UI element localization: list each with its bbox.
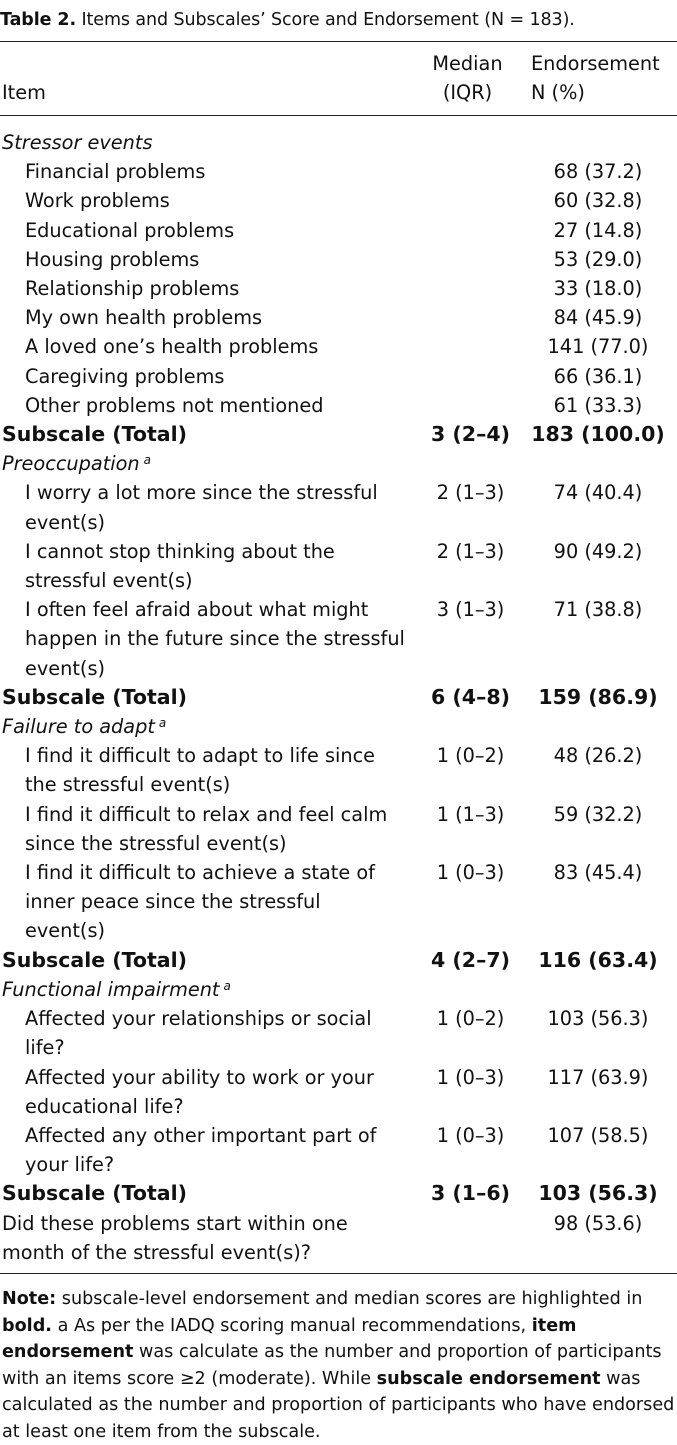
median-cell: 1 (0–2) <box>436 1007 505 1031</box>
median-cell: 2 (1–3) <box>436 481 505 505</box>
endorsement-cell: 83 (45.4) <box>553 861 643 885</box>
item-cell <box>0 1179 410 1208</box>
endorsement-cell: 117 (63.9) <box>547 1065 649 1089</box>
median-cell <box>410 157 525 186</box>
item-text: Affected any other important part of your life? <box>25 1123 377 1177</box>
median-cell <box>410 118 525 157</box>
median-cell <box>410 1209 525 1273</box>
item-text: Educational problems <box>25 218 235 242</box>
table-row <box>0 1209 677 1273</box>
endorsement-cell: 66 (36.1) <box>553 364 643 388</box>
table-row <box>0 157 677 186</box>
median-cell: 3 (2–4) <box>431 422 510 447</box>
endorsement-cell: 33 (18.0) <box>553 277 643 301</box>
table-row <box>0 303 677 332</box>
item-text: Subscale (Total) <box>2 947 188 972</box>
item-text: I find it difficult to relax and feel calm since the stressful event(s) <box>25 802 388 855</box>
endorsement-cell: 116 (63.4) <box>538 947 658 972</box>
item-text: I find it difficult to achieve a state of inner peace since the stressful event(s) <box>25 861 375 943</box>
table-row <box>0 1121 677 1179</box>
item-cell <box>0 332 410 361</box>
table-row <box>0 800 677 858</box>
item-text: Subscale (Total) <box>2 422 188 447</box>
median-cell: 1 (0–2) <box>436 744 505 768</box>
median-cell <box>410 245 525 274</box>
median-cell: 3 (1–6) <box>431 1181 510 1206</box>
header-item: Item <box>2 81 46 104</box>
item-cell <box>0 391 410 420</box>
section-row <box>0 975 677 1004</box>
table-row <box>0 362 677 391</box>
subtotal-row <box>0 683 677 712</box>
caption-label: Table 2. <box>0 10 77 30</box>
item-text: Other problems not mentioned <box>25 393 324 417</box>
endorsement-cell: 90 (49.2) <box>553 539 643 563</box>
note-text: a As per the IADQ scoring manual recommendations, <box>52 1315 532 1336</box>
table-row <box>0 274 677 303</box>
item-cell <box>0 245 410 274</box>
item-cell <box>0 303 410 332</box>
table-row <box>0 391 677 420</box>
header-median <box>410 42 525 116</box>
footnote-marker: a <box>223 978 231 993</box>
median-cell <box>410 391 525 420</box>
item-text: Subscale (Total) <box>2 1181 188 1206</box>
data-table <box>0 42 677 1273</box>
median-cell <box>410 274 525 303</box>
item-text: I cannot stop thinking about the stressful event(s) <box>25 539 335 593</box>
section-row <box>0 712 677 741</box>
note-emphasis: Note: <box>2 1288 57 1309</box>
item-cell <box>0 157 410 186</box>
item-text: Affected your relationships or social life? <box>25 1007 372 1060</box>
section-row <box>0 118 677 157</box>
item-cell <box>0 274 410 303</box>
median-cell: 3 (1–3) <box>436 598 505 622</box>
item-text: I often feel afraid about what might happen in the future since the stressful event(s) <box>25 598 405 680</box>
endorsement-cell <box>525 118 677 157</box>
item-text: Housing problems <box>25 247 200 271</box>
section-heading <box>0 118 410 157</box>
item-text: Subscale (Total) <box>2 684 188 709</box>
table-row <box>0 1004 677 1062</box>
median-cell <box>410 449 525 478</box>
endorsement-cell <box>525 712 677 741</box>
median-cell <box>410 186 525 215</box>
median-cell <box>410 303 525 332</box>
section-heading <box>0 712 410 741</box>
table-caption <box>0 0 677 41</box>
footnote-marker: a <box>158 716 167 731</box>
item-cell <box>0 537 410 595</box>
table-row <box>0 332 677 361</box>
median-cell: 6 (4–8) <box>431 684 510 709</box>
item-cell <box>0 946 410 975</box>
item-text: Affected your ability to work or your educational life? <box>25 1065 374 1118</box>
endorsement-cell: 48 (26.2) <box>553 744 643 768</box>
item-cell <box>0 858 410 946</box>
endorsement-cell: 71 (38.8) <box>553 598 643 622</box>
table-body <box>0 118 677 1273</box>
item-cell <box>0 741 410 799</box>
header-median-line2: (IQR) <box>442 81 493 104</box>
table-row <box>0 478 677 536</box>
table-row <box>0 216 677 245</box>
item-text: Failure to adapt <box>2 715 155 739</box>
item-cell <box>0 595 410 683</box>
table-header <box>0 42 677 118</box>
item-cell <box>0 186 410 215</box>
table-row <box>0 245 677 274</box>
item-text: My own health problems <box>25 306 263 330</box>
header-endorsement-line2: N (%) <box>531 81 585 104</box>
table-row <box>0 537 677 595</box>
item-text: Relationship problems <box>25 277 240 301</box>
table-note <box>0 1274 677 1445</box>
note-text: was calculated as the number and proportion of participants who have endorsed at least one item from the subscale. <box>2 1368 675 1442</box>
item-text: Work problems <box>25 189 170 213</box>
median-cell: 1 (0–3) <box>436 1065 505 1089</box>
item-cell <box>0 800 410 858</box>
endorsement-cell: 27 (14.8) <box>553 218 643 242</box>
endorsement-cell: 59 (32.2) <box>553 802 643 826</box>
header-median-line1: Median <box>432 52 503 75</box>
endorsement-cell <box>525 449 677 478</box>
subtotal-row <box>0 1179 677 1208</box>
section-row <box>0 449 677 478</box>
endorsement-cell: 53 (29.0) <box>553 247 643 271</box>
note-emphasis: item endorsement <box>2 1315 577 1363</box>
endorsement-cell: 103 (56.3) <box>538 1181 658 1206</box>
section-heading <box>0 975 410 1004</box>
footnote-marker: a <box>143 453 151 468</box>
subtotal-row <box>0 420 677 449</box>
item-text: Did these problems start within one month of the stressful event(s)? <box>2 1211 348 1264</box>
endorsement-cell: 107 (58.5) <box>547 1123 649 1147</box>
median-cell <box>410 975 525 1004</box>
item-text: A loved one’s health problems <box>25 335 319 359</box>
header-endorsement-line1: Endorsement <box>531 52 660 75</box>
item-cell <box>0 216 410 245</box>
item-text: I find it difficult to adapt to life since the stressful event(s) <box>25 744 376 797</box>
table-row <box>0 595 677 683</box>
endorsement-cell: 159 (86.9) <box>538 684 658 709</box>
item-cell <box>0 1063 410 1121</box>
item-text: Financial problems <box>25 160 206 184</box>
item-cell <box>0 362 410 391</box>
endorsement-cell: 183 (100.0) <box>531 422 665 447</box>
item-cell <box>0 683 410 712</box>
note-text: was calculate as the number and proportion of participants with an items score ≥2 (moderate). While <box>2 1342 662 1389</box>
item-cell <box>0 420 410 449</box>
table-row <box>0 186 677 215</box>
endorsement-cell: 98 (53.6) <box>553 1211 643 1235</box>
note-emphasis: subscale endorsement <box>376 1368 601 1389</box>
median-cell <box>410 216 525 245</box>
table-row <box>0 1063 677 1121</box>
median-cell: 1 (0–3) <box>436 1123 505 1147</box>
item-text: Caregiving problems <box>25 364 225 388</box>
item-text: Preoccupation <box>2 452 140 476</box>
median-cell <box>410 712 525 741</box>
endorsement-cell: 141 (77.0) <box>547 335 649 359</box>
note-emphasis: bold. <box>2 1315 52 1336</box>
header-endorsement <box>525 42 677 116</box>
endorsement-cell: 60 (32.8) <box>553 189 643 213</box>
median-cell: 1 (0–3) <box>436 861 505 885</box>
median-cell <box>410 362 525 391</box>
endorsement-cell: 103 (56.3) <box>547 1007 649 1031</box>
note-text: subscale-level endorsement and median scores are highlighted in <box>56 1288 643 1309</box>
item-text: I worry a lot more since the stressful event(s) <box>25 481 378 534</box>
median-cell: 1 (1–3) <box>436 802 505 826</box>
endorsement-cell: 74 (40.4) <box>553 481 643 505</box>
section-heading <box>0 449 410 478</box>
median-cell <box>410 332 525 361</box>
caption-text: Items and Subscales’ Score and Endorsement (N = 183). <box>81 10 575 30</box>
endorsement-cell: 84 (45.9) <box>553 306 643 330</box>
median-cell: 2 (1–3) <box>436 539 505 563</box>
median-cell: 4 (2–7) <box>431 947 510 972</box>
endorsement-cell: 68 (37.2) <box>553 160 643 184</box>
item-text: Stressor events <box>2 131 153 154</box>
item-cell <box>0 1004 410 1062</box>
subtotal-row <box>0 946 677 975</box>
item-cell <box>0 1121 410 1179</box>
item-cell <box>0 478 410 536</box>
table-row <box>0 741 677 799</box>
endorsement-cell <box>525 975 677 1004</box>
item-text: Functional impairment <box>2 977 220 1001</box>
endorsement-cell: 61 (33.3) <box>553 393 643 417</box>
table-row <box>0 858 677 946</box>
item-cell <box>0 1209 410 1273</box>
